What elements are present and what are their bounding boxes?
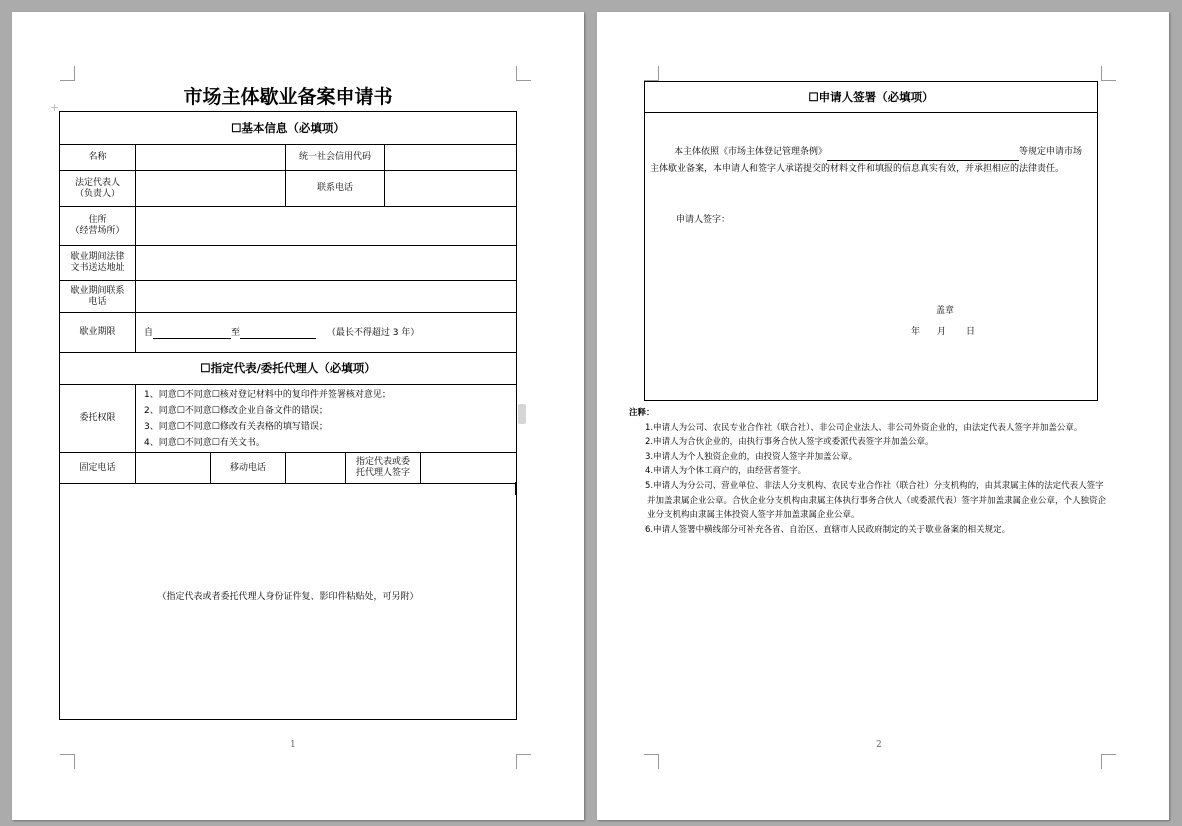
basic-info-table: [59, 111, 517, 453]
notes-title: 注释：: [629, 408, 655, 418]
note-item-3: 3.申请人为个人独资企业的，由投资人签字并加盖公章。: [645, 451, 858, 462]
document-page-1: [12, 12, 584, 820]
agent-sign-field[interactable]: [421, 453, 517, 484]
auth-label: 委托权限: [60, 385, 136, 453]
period-start-blank[interactable]: [153, 327, 231, 339]
seal-label: 盖章: [936, 306, 955, 316]
fixed-phone-label: 固定电话: [60, 453, 136, 484]
credit-code-field[interactable]: [385, 145, 517, 171]
declaration-suffix: 等规定申请市场主体歇业备案，本申请人和签字人承诺提交的材料文件和填报的信息真实有效，并承担相应的法律责任。: [650, 147, 1083, 174]
crop-mark: [60, 66, 75, 81]
agent-sign-label: 指定代表或委 托代理人签字: [346, 453, 421, 484]
legal-doc-address-label: 歇业期间法律 文书送达地址: [60, 246, 136, 281]
section-agent-header: ☐指定代表/委托代理人（必填项）: [60, 353, 517, 385]
date-month: 月: [937, 327, 947, 337]
auth-item-2[interactable]: 2、同意☐不同意☐修改企业自备文件的错误；: [144, 405, 328, 416]
phone-label: 联系电话: [286, 171, 385, 207]
note-item-5: 5.申请人为分公司、营业单位、非法人分支机构、农民专业合作社（联合社）分支机构的，由其隶属主体的法定代表人签字并加盖隶属企业公章。合伙企业分支机构由隶属主体执行事务合伙人（或委派代表）签字并加盖隶属企业公章，个人独资企业分支机构由隶属主体投资人签字并加盖隶属企业公章。: [645, 480, 1107, 521]
address-field[interactable]: [136, 207, 517, 246]
auth-item-4[interactable]: 4、同意☐不同意☐有关文书。: [144, 437, 265, 448]
auth-items: [136, 385, 517, 453]
crop-mark: [516, 66, 531, 81]
id-paste-area[interactable]: [60, 484, 517, 720]
crop-mark: [644, 754, 659, 769]
name-field[interactable]: [136, 145, 286, 171]
credit-code-label: 统一社会信用代码: [286, 145, 385, 171]
fixed-phone-field[interactable]: [136, 453, 211, 484]
auth-item-1[interactable]: 1、同意☐不同意☐核对登记材料中的复印件并签署核对意见；: [144, 389, 391, 400]
phone-field[interactable]: [385, 171, 517, 207]
section-basic-info-header: ☐基本信息（必填项）: [60, 112, 517, 145]
crop-mark: [516, 754, 531, 769]
section-sign-header: ☐申请人签署（必填项）: [645, 82, 1097, 113]
crop-mark: [644, 66, 659, 81]
declaration-prefix: 本主体依照《市场主体登记管理条例》: [674, 147, 828, 157]
legal-rep-label: 法定代表人 （负责人）: [60, 171, 136, 207]
contact-phone-field[interactable]: [136, 281, 517, 313]
applicant-sign-box: [644, 81, 1098, 401]
crop-mark: [60, 754, 75, 769]
mobile-label: 移动电话: [211, 453, 286, 484]
note-item-1: 1.申请人为公司、农民专业合作社（联合社）、非公司企业法人、非公司外资企业的，由法定代表人签字并加盖公章。: [645, 422, 1083, 433]
document-title: 市场主体歇业备案申请书: [183, 86, 393, 108]
date-year: 年: [911, 327, 921, 337]
legal-doc-address-field[interactable]: [136, 246, 517, 281]
contact-phone-label: 歇业期间联系 电话: [60, 281, 136, 313]
period-from-text: 自: [144, 327, 154, 338]
period-field[interactable]: [136, 313, 517, 353]
legal-rep-field[interactable]: [136, 171, 286, 207]
address-label: 住所 （经营场所）: [60, 207, 136, 246]
note-item-4: 4.申请人为个体工商户的，由经营者签字。: [645, 466, 807, 477]
id-paste-note: （指定代表或者委托代理人身份证件复、影印件粘贴处，可另附）: [157, 592, 419, 602]
text-cursor: [515, 482, 517, 495]
name-label: 名称: [60, 145, 136, 171]
agent-contact-table: [59, 452, 517, 720]
applicant-sign-label: 申请人签字：: [676, 215, 731, 225]
note-item-6: 6.申请人签署中横线部分可补充各省、自治区、直辖市人民政府制定的关于歇业备案的相关规定。: [645, 524, 1011, 535]
mobile-field[interactable]: [286, 453, 346, 484]
period-end-blank[interactable]: [240, 327, 316, 339]
page-number: 2: [876, 740, 882, 750]
crop-mark: [1101, 66, 1116, 81]
page-number: 1: [290, 740, 296, 750]
period-note: （最长不得超过 3 年）: [326, 327, 420, 338]
declaration-text: [650, 144, 1089, 178]
page-split-handle[interactable]: [518, 404, 526, 424]
period-label: 歇业期限: [60, 313, 136, 353]
note-item-2: 2.申请人为合伙企业的，由执行事务合伙人签字或委派代表签字并加盖公章。: [645, 437, 934, 448]
notes-section: [629, 406, 1109, 537]
date-day: 日: [966, 327, 976, 337]
document-page-2: [597, 12, 1169, 820]
period-to-text: 至: [231, 327, 241, 338]
regulation-blank[interactable]: [827, 149, 1019, 161]
auth-item-3[interactable]: 3、同意☐不同意☐修改有关表格的填写错误；: [144, 421, 328, 432]
crop-mark: [1101, 754, 1116, 769]
move-handle-icon[interactable]: +: [50, 101, 60, 114]
